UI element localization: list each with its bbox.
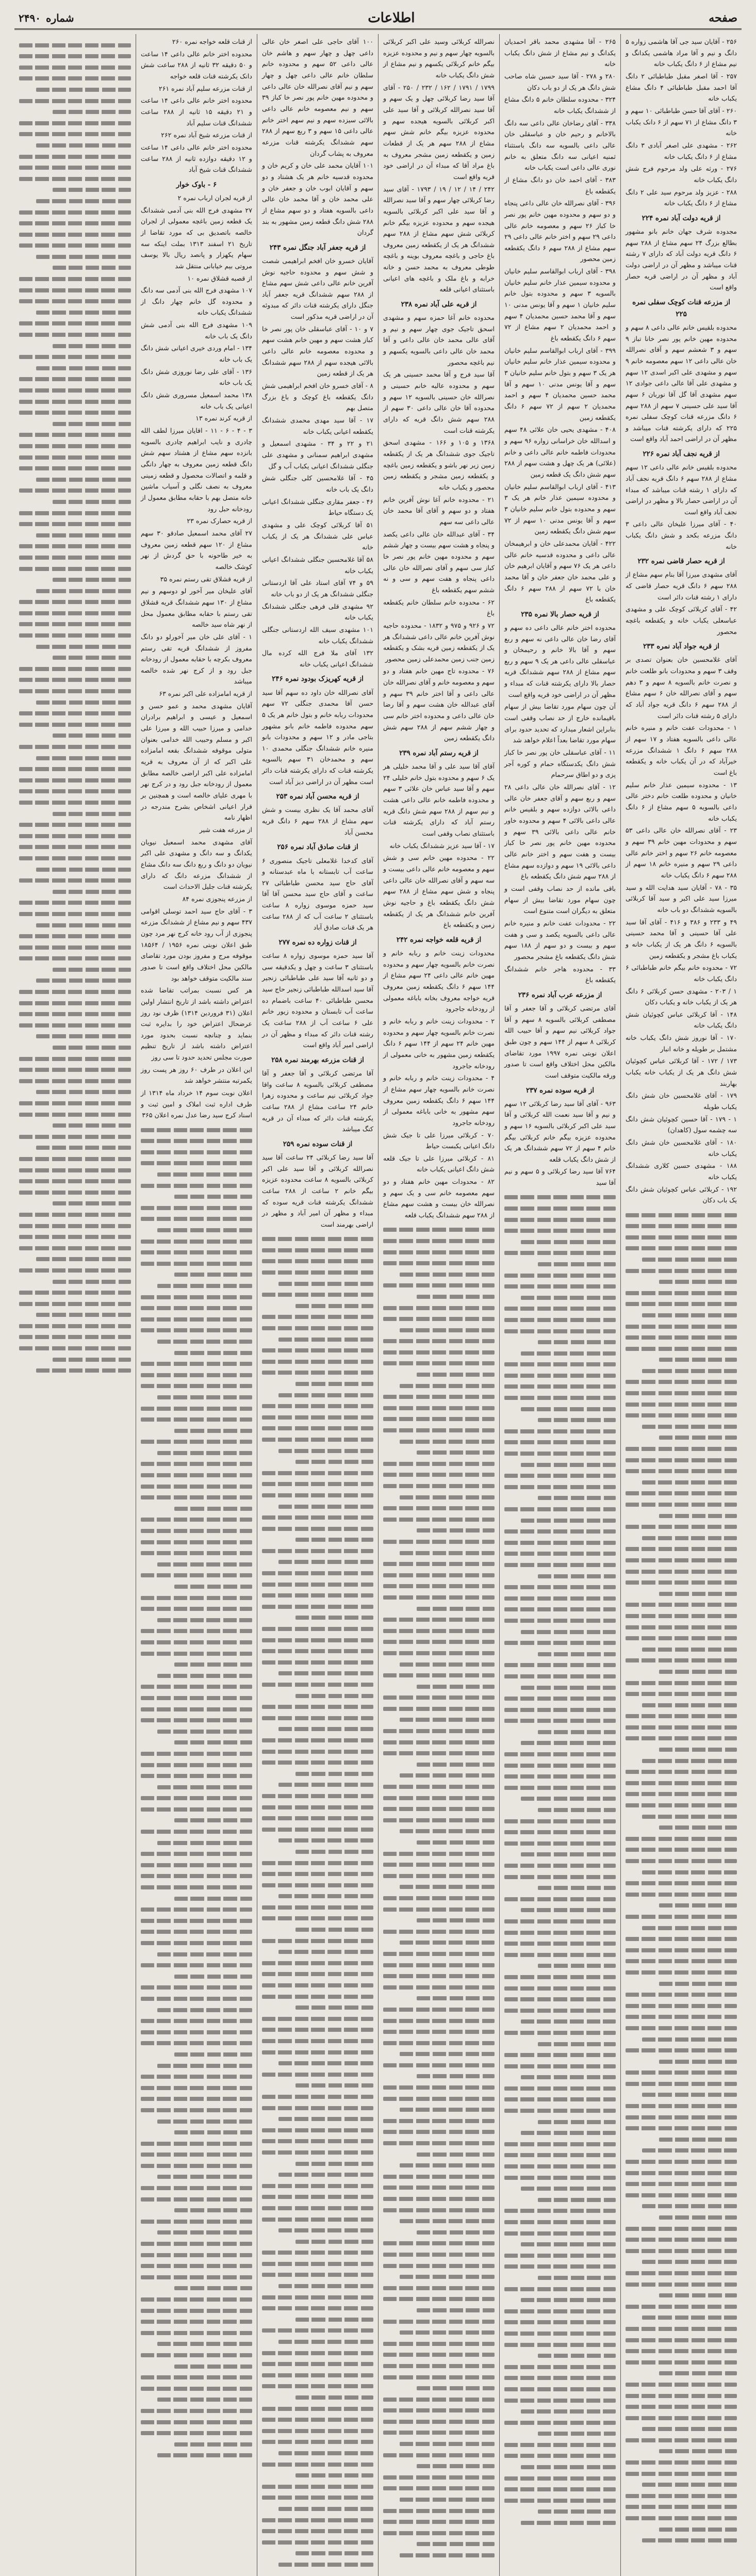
section-heading: از قریه جعفر آباد جنگل نمره ۲۴۳ [269, 243, 366, 252]
registry-entry: محدوده اختر خانم عالی داعی ۱۴ ساعت و ۱۲ دقیقه دوازده ثانیه از ۲۸۸ ساعت ششدانگ قنات شیخ آباد [141, 143, 252, 174]
column-5 [136, 34, 257, 2576]
registry-entry: ۴۲۲ - آقایان محمدعلی خان و ابرهیمخان عالی داعی و محدوده قدسیه خانم عالی داعی هر یک ۷۶ سهم و آقایان ابرهیم خان و علی محمد خان جعفر خان و آقا محمد خان با ۷۲ سهم از ۲۸۸ سهم ۶ دانگ یکقطعه باغ [504, 539, 616, 604]
registry-entry: ۱۷۹ - آقای غلامحسین خان شش دانگ یکباب طویله [626, 1091, 737, 1111]
registry-entry: ۳۹۸ - آقای ارباب ابوالقاسم سلیم خانیان و محدوده سیمین عذار خانم سلیم خانیان بالسویه ۳ سهم و محدوده بتول خانم سلیم خانیان ۱ سهم و آقا یونس مدنی ۱۰ سهم و آقا محمد حسین محمدیان ۴ سهم و احمد محمدیان ۲ سهم مشاع از ۷۲ سهم ۶ دانگ یکقطعه باغ [504, 267, 616, 343]
registry-entry: ۷۶ - محدوده تاج مهین خانم هفتاد و دو سهم و معصومه خانم و آقای نصرالله خان عالی داعی و آقا اختر خانم ۳۹ سهم و آقای عبدالله خان هشت سهم و آقا رضا خان عالی داعی و محدوده اختر خانم سی و چهار ششم سهم از ۲۸۸ سهم شش دانگ یکقطعه زمین [383, 667, 495, 742]
registry-entry: آقایان خسرو خان افخم ابراهیمی شصت و شش سهم و محدوده حاجیه نوش آفرین خانم عالی داعی شش سهم مشاع از ۲۸۸ سهم ششدانگ قریه جعفر آباد جنگل دارای یکرشته قنات دائر که مبدوئه آن در اراضی قریه مذکور است [262, 256, 373, 321]
column-4 [257, 34, 378, 2576]
registry-entry: ۲۷۶ - ورثه علی ولد مرحوم فرج شش دانگ یکباب خانه [626, 165, 737, 184]
section-heading: از قریه کهریزک بودود نمره ۲۴۶ [272, 675, 364, 683]
issue-label: شماره [45, 11, 74, 24]
registry-entry: آقای مشهدی میرزا آقا بنام سهم مشاع از ۲۸۸ سهم ۶ دانگ قریه حصار قاضی که دارای ۱ رشته قنات دائر است [626, 570, 737, 601]
registry-entry: ۱۸۰ - آقای غلامحسین خان شش دانگ یکباب خانه [626, 1138, 737, 1157]
registry-entry: ۲۴۲ / ۱۴ / ۱۲ / ۱۹ / ۱۷۹۳ - آقای سید رضا کربلائی چهار سهم و آقا سید نصرالله و آقا سید علی اکبر کربلائی بالسویه هیجده سهم و محدوده عزیزه بیگم خانم کربلائی شش سهم مشاع از ۲۸۸ سهم ششدانگ هر یک از یکقطعه زمین معروف باغ حاجی و باغچه معروف بوینه و باغچه طوطی معروف به محمد حسن و خانه خرابه و باغ ملک و باغچه های اعیانی باستثنای اعیانی قلعه [383, 185, 495, 294]
registry-entry: ۷۲ و ۹۲۶ و ۹۷۵ و ۱۸۳۲ - محدوده حاجیه نوش آفرین خانم عالی داعی ششدانگ هر یک از یکقطعه زمین قریه بشک و یکقطعه زمین جنب زمین محمدعلی زمین محصور [383, 621, 495, 663]
registry-entry: ۳۳۸ - آقای رضاخان عالی داعی سه دانگ بالاخانم و رحیم خان و عباسقلی خان عالی داعی بالسویه سه دانگ باستثناء ثمنیه اعیانی سه دانگ متعلق به خانم نوری عالی داعی است یکباب خانه [504, 119, 616, 172]
registry-entry: از قریه لجران ارباب نمره ۲ [177, 193, 252, 202]
registry-entry: ۱۳۴ - امام وردی خیری اعیانی شش دانگ یک باب خانه [141, 344, 252, 364]
registry-entry: ۲۶۲ - مشهدی علی اصغر آبادی ۳ دانگ مشاع از ۶ دانگ یکباب خانه [626, 141, 737, 160]
page-label: صفحه [709, 11, 737, 25]
section-heading: از مزرعه قنات کوچک سفلی نمره ۲۲۵ [632, 298, 730, 318]
registry-entry: ۳۹۶ - آقای نصرالله خان عالی داعی پنجاه و دو سهم و محدوده مهین خانم پور نصر خا کباز ۲۶ سهم و معصومه خانم عالی داعی ۲۹ سهم و اختر خانم عالی داعی ۲۹ سهم مشاع از ۲۸۸ سهم ۶ دانگ یکقطعه زمین محصور [504, 199, 616, 263]
column-text-texture [383, 1228, 495, 2557]
registry-entry: ۱۳ - محدوده سیمین عذار خانم سلیم خانیان و محدوده طلعت خانم دختر عالی داعی بالسویه ۵ سهم مشاع از ۶ دانگ یکباب خانه [626, 780, 737, 822]
registry-entry: محدوده اختر خانم عالی داعی ۱۴ ساعت و ۲۱ دقیقه ۱۵ ثانیه از ۲۸۸ ساعت ششدانگ قنات سلیم آباد [141, 96, 252, 127]
issue-number: ۲۴۹۰ [19, 11, 41, 24]
registry-entry: ۲۱ - محدوده خانم آغا نوش آفرین خانم هفتاد و دو سهم و آقای آقا محمد خان عالی داعی سه سهم [383, 495, 495, 526]
registry-entry: ۱۳۶۸ و ۱۰۵ و ۱۶۶ - مشهدی اسحق تاجیک جوی ششدانگ هر یک از یکقطعه زمین زیر نهر باشو و یکقطعه زمین باغچه و یکقطعه زمین مشجر و یکقطعه زمین محصور و یکباب خانه [383, 438, 495, 491]
registry-entry: از قریه قشلاق تقی رستم نمره ۳۵ [160, 575, 252, 583]
column-2 [499, 34, 620, 2576]
registry-entry: مجدوده شرف جهان خانم بانو مشهور بطالع بزرگ ۲۴ سهم مشاع از ۲۸۸ سهم ۶ دانگ قریه دولت آباد که دارای ۷ رشته قنات میباشد و مظهر آن در اراضی دولت آباد و مظهر آن در اراضی قریه حصار واقع است [626, 227, 737, 291]
registry-entry: ۶۲ - محدوده خانم سلطان خانم یکقطعه باغ [383, 598, 495, 617]
registry-entry: ۲۳ - آقای نصرالله خان عالی داعی ۵۳ سهم و محدودات مهین خانم ۳۹ سهم و معصومه خانم ۲۶ سهم و اختر خانم عالی داعی ۲۹ سهم و منیره خانم ۱۸ سهم از ۲۸۸ سهم ۶ دانگ یکباب خانه [626, 826, 737, 879]
registry-entry: هر کس نسبت بمراتب تقاضا شده اعتراض داشته باشد از تاریخ انتشار اولین اعلان (۳۱ فروردین ۱۳۱۴) ظرف نود روز عرضحال اعتراض خود را بدایره ثبت بنماید و چنانچه نسبت بحدود مورد اعتراض داشته باشد از تاریخ تنظیم صورت مجلس تحدید حدود تا سی روز [141, 986, 252, 1062]
registry-entry: ۹۲ مشهدی قلی فرهی جنگلی ششدانگ یکباب خانه [262, 602, 373, 622]
section-heading: از قریه رستم آباد نمره ۲۳۹ [399, 749, 479, 758]
registry-entry: اعلان نوبت سوم ۱۴ خرداد ماه ۱۳۱۴ از طرف اداره ثبت املاک و امین ثبت و اسناد کرج سید رضا عدل نمره اعلان ۳۶۵ [141, 1089, 252, 1119]
registry-entry: آقای مرتضی کربلائی و آقا جعفر و آقا مصطفی کربلائی بالسویه ۸ سهم و آقا جواد کربلائی نیم سهم و آقا حبیب الله کربلائی ۸ سهم از ۱۴۴ سهم و چون طبق اعلان نوبتی نمره ۱۹۹۷ مورد تقاضای مالکین محل اختلاف واقع است تا صدور ورقه مالکیت متوقف است [504, 1004, 616, 1079]
registry-entry: از قصبه قشلاق نمره ۱۰ [187, 274, 252, 282]
column-1 [620, 34, 742, 2576]
registry-entry: نصرالله کربلائی وسید علی اکبر کربلائی بالسویه چهار سهم و نیم و محدوده عزیزه بیگم خانم کربلائی یکسهم و نیم مشاع از شش دانگ یکباب خانه [383, 38, 495, 79]
registry-entry: محدوده خانم آغا حمزه سهم و مشهدی اسحق تاجیک جوی چهار سهم و نیم و آقای عالی محمد خان عالی داعی و آقا محمد خان عالی داعی بالسویه یکسهم و نیم باغچه محصور [383, 314, 495, 366]
registry-entry: ۳۵ - ۷۸ - آقایان سید هدایت الله و سید میرزا سید علی اکبر و سید آقا کربلائی بالسویه ششدانگ دو باب خانه [626, 883, 737, 914]
registry-entry: ۱۰۱ آقایان محمد علی خان و کریم خان و محدوده قدسیه خانم هر یک هشتاد و دو سهم و آقایان ابوب خان و جعفر خان و علی محمد خان و آقا محمد خان عالی داعی بالسویه هفتاد و دو سهم مشاع از ۲۸۸ شش دانگ قطعه زمین مشهور به بند گردان [262, 161, 373, 237]
registry-entry: از مزرعه هفت شیر [199, 826, 252, 834]
registry-entry: آقای علیخان میر آخور لو دوسهم و نیم مشاع از ۱۳۰ سهم ششدانگ قریه قشلاق تقی رستم با حقابه مطابق معمول محل از نهر شاه سید خالصه [141, 587, 252, 629]
registry-entry: ۱ - محدودات عفت خانم و منیره خانم عالی داعی بالسویه هفتاد و ۱۷ سهم از ۲۸۸ سهم ۶ دانگ ۱ ششدانگ مزرعه خیرآباد که در آن یکباب خانه و یکقطعه باغ است [626, 724, 737, 777]
registry-entry: محدوده بلقیس خانم عالی داعی ۸ سهم و محدوده مهین خانم پور نصر خانا تباز ۹ سهم و ۳ شعشم سهم و آقای نصرالله خان عالی داعی ۱۲ سهم معصومه خانم ۹ سهم و مشهدی علی اکبر اسدی ۱۲ سهم و مشهدی علی آقا عالی داعی جوادی ۱۲ سهم مشهدی آقا گل آقا نوربان ۶ سهم آقا سید علی حسینی ۷ سهم از ۲۸۸ سهم ۶ دانگ مزرعه قنات کوچک سفلی نمره ۲۲۵ که دارای یکرشته قنات میباشد و مظهر آن در اراضی احمد آباد واقع است [626, 323, 737, 443]
registry-entry: ۱۳۸ محمد اسمعیل مسروری شش دانگ اعیانی یک باب خانه [141, 391, 252, 410]
registry-entry: آقای آقا سید علی و آقا محمد خلیلی هر یک ۶ سهم و محدوده بتول خانم خلیلی ۲۴ سهم و آقا سید عباس خان علائی ۳ سهم و محدوده فاطمه خانم عالی داعی هشت و نیم سهم از ۲۸۸ سهم شش دانگ قریه رستم آباد که دارای یکرشته قنات باستثنای نصاب وقفی است [383, 762, 495, 838]
registry-entry: ۱۰۰ آقای حاجی علی اصغر خان عالی داعی چهل و چهار سهم و هاشم خان عالی داعی ۵۲ سهم و محدوده خانم سلطان خانم عالی داعی چهل و چهار سهم و نیم آقای نصرالله خان عالی داعی و محدوده مهین خانم پور نصر خا کباز ۳۹ سهم و نیم معصومه خانم عالی داعی بالائی سیزده سهم و نیم سهم اختر خانم عالی داعی ۱۵ سهم و ۳ ربع سهم از ۲۸۸ سهم ششدانگ یکرشته قنات مزرعه معروف به پشاب گردان [262, 38, 373, 157]
registry-entry: ۴۱۳ - آقای ارباب ابوالقاسم سلیم خانیان و محدوده سیمین عذار خانم هر یک ۳ سهم و محدوده بتول خانم سلیم خانیان ۳ سهم و آقا یونس مدنی ۱۰ سهم از ۷۲ سهم شش دانگ یکقطعه زمین [504, 482, 616, 535]
registry-entry: آقا سید فرج و آقا محمد حسینی هر یک سهم و محدوده عالیه خانم حسینی و نصرالله خان حسینی بالسویه ۱۲ سهم و محدوده آقا خان عالی داعی ۳۰ سهم از ۲۸۸ سهم شش دانگ قریه که دارای یکرشته قنات است [383, 370, 495, 434]
section-heading: از قریه حصار بالا نمره ۲۳۵ [521, 610, 599, 618]
column-text-texture [141, 1128, 252, 2458]
registry-entry: ۱ - ۱۷۹ - آقا حسین کچوئیان شش دانگ سه چشمه سول (کاهدان) [626, 1115, 737, 1134]
registry-entry: ۲۸۰ و ۲۷۸ - آقا سید حسین شاه صاحب شش دانگ هر یک از دو باب دکان [504, 72, 616, 91]
section-heading: از قریه حصار قاضی نمره ۲۳۲ [637, 557, 725, 566]
registry-entry: ۵۸ آقا غلامحسین جنگلی ششدانگ اعیانی یکباب خانه [262, 555, 373, 575]
registry-entry: ۱۳۶ - آقای علی رضا نوروزی شش دانگ یک باب خانه [141, 367, 252, 387]
registry-entry: ۲۵۷ - آقا اصغر مقبل طباطبائی ۲ دانگ آقا احمد مقبل طباطبائی ۴ دانگ مشاع یکباب خانه [626, 72, 737, 103]
registry-entry: ۷۲ - محدوده خانم بیگم خانم طباطبائی ۶ دانگ یکباب خانه [626, 964, 737, 983]
registry-entry: ۱۳۲ آقای ملا فرج الله کرده مال ششدانگ اعیانی یکباب خانه [262, 649, 373, 668]
registry-entry: ۱۸۸ - مشهدی حسین کلاری ششدانگ یکباب خانه [626, 1162, 737, 1181]
registry-entry: ۳۴ - آقای عبدالله خان عالی داعی یکصد و پنجاه و هشت سهم بیست و چهار ششم سهم و محدوده مهین خانم پور نصر خا کباز سی سهم و آقای نصرالله خان عالی داعی پنجاه و هفت سهم و سی و نه ششم سهم یکقطعه باغ [383, 530, 495, 594]
section-heading: از قریه جواد آباد نمره ۲۳۳ [643, 642, 719, 651]
registry-entry: ۷۰ - کربلائی میرزا علی تا جیک شش دانگ اعیانی یکبست حیاط [383, 1131, 495, 1150]
newspaper-page [0, 0, 756, 1229]
registry-entry: ۱۷۰ - آقا نوروز شش دانگ یکباب خانه مشتمل بر طویله و خانه انبار [626, 1034, 737, 1053]
registry-entry: ۳ - ۴ - ۶ - ۱۱ - اقایان میرزا لطف الله چادری و نایب ابراهیم چادری بالسویه بانزده سهم مشاع از هشتاد سهم شش دانگ قطعه زمین معروف به چهار دانگی و قلمه و اتصالات محصول و قطعه زمینی معروف به نصف نگلی و آسیاب ماشین خانه متصل بهم با حقابه مطابق معمول از رودخانه حبل رود [141, 427, 253, 513]
column-text-texture [626, 1213, 737, 2543]
section-heading: از قریه محسن آباد نمره ۲۵۳ [276, 792, 359, 801]
registry-entry: ۱۷ - آقا سید مهدی محمدی ششدانگ یکقطعه اعیانی یکباب خانه [262, 416, 373, 435]
registry-entry: ۱۷ - آقا سید عزیز ششدانگ یکباب خانه [389, 841, 495, 850]
registry-entry: ۲۶۰ - آقای آقا حسن طباطبائی ۱۰ سهم و ۳ دانگ مشاع از ۷۱ سهم از ۶ دانک یکباب خانه [626, 106, 737, 137]
registry-entry: ۲۷ مشهدی فرج الله بنی آدمی ششدانگ یک قطعه زمین باغچه معمولی از لجران خالصه باتصدیق بی که مورد تقاضا از تاریخ ۲۱ اسفند ۱۳۱۳ بملت اینکه سه سهام یکهزار و پانصد ریال بالا یوسف مروتی بیم خیابانی منتقل شد [141, 206, 252, 270]
registry-entry: ۴۶ - جعفر مقاری جنگلی ششدانگ اعیانی یک دستگاه حیاط [262, 497, 373, 517]
registry-entry: از قریه کرند نمره ۱۳ [195, 414, 252, 422]
registry-entry: محدوده اختر خانم عالی داعی ده سهم و آقای رضا خان عالی داعی نه سهم و ربع سهم و آقا بالا خانم و رحیمخان و عباسقلی عالی داعی هر یک ۹ سهم و ربع سهم مشاع از ۲۸۸ سهم ششدانگ قریه حصار بالا دارای یکرشته قنات که مبداء و مظهر آن در اراضی خود قریه واقع است [504, 623, 616, 698]
registry-entry: ۱۱ - آقای عباسقلی خان پور نصر خا کباز شش دانگ یکدستگاه حمام و کوره آجر پزی و دو اطاق سرحمام [504, 748, 616, 779]
registry-entry: ۳۸۳ - آقای احمد خان دو دانگ مشاع از یکقطعه باغ [504, 175, 616, 195]
registry-entry: ۲۲ - محدودات عفت خانم و منیره خانم عالی داعی بالسویه یکصد و سی و هفت سهم و بیست و دو سهم از ۱۸۸ سهم شش دانگ یکقطعه باغ مشجر محصور [504, 919, 616, 960]
registry-entry: محدودات زینت خانم و ربابه خانم و نصرت خانم بالسویه چهار سهم و محدوده مهین خانم عالی داعی ۲۴ سهم مشاع از ۱۴۴ سهم ۶ دانگ یکقطعه زمین معروف قریه خواجه معروف بخانه باباغه معمولی از رودخانه جاجرود [383, 949, 495, 1013]
masthead [14, 7, 742, 30]
registry-entry: ۴ - محدودات زینت خانم و ربابه خانم و نصرت خانم بالسویه چهار سهم مشاع از ۱۴۴ سهم ۶ دانگ یکقطعه زمین معروف سهم مشهور به خانی باباغه معمولی از رودخانه جاجرود [383, 1074, 495, 1127]
registry-entry: ۴۵ - آقا غلامحسین کلی جنگلی شش دانگ یک باب خانه [262, 474, 373, 493]
registry-entry: از قنات مزرعه شیخ آباد نمره ۲۶۲ [161, 131, 252, 139]
registry-entry: ۲۷ آقای محمد اسمعیل صادقو ۳۰ سهم مشاع از ۱۲۰ سهم قطعه زمین معروف به خیر طاحونه با حق گردش از نهر کوشک خالصه [141, 529, 253, 570]
registry-entry: از قنات قلعه خواجه نمره ۲۶۰ [172, 38, 252, 45]
registry-entry: محدوده بلقیس خانم عالی داعی ۱۲ سهم مشاع از ۲۸۸ سهم ۶ دانگ قریه نجف آباد که دارای ۱ رشته قنات میباشد که مبداء آن در اراضی حصار بالا و مظهر در اراضی نجف آباد واقع است [626, 463, 737, 516]
registry-entry: ۲ - محدودات زینت خانم و ربابه خانم و نصرت خانم بالسویه چهار سهم و محدوده مهین خانم ۲۴ سهم از ۱۴۴ سهم ۶ دانگ یکقطعه زمین مشهور به خانی معمولی از رودخانه جاجرود [383, 1017, 495, 1070]
registry-entry: ۳۳ - محدوده هاجر خانم ششدانگ یکقطعه باغ [504, 965, 616, 984]
registry-entry: ۳۲۴ - محدوده سلطان خانم ۵ دانگ مشاع از ششدانگ یکباب خانه [504, 95, 616, 115]
registry-entry: ۱۰۹ مشهدی فرج الله بنی آدمی شش دانگ یک باب خانه [141, 321, 252, 340]
section-heading: از قریه علی آباد نمره ۲۳۸ [401, 300, 477, 309]
registry-entry: ۲۲ - محدوده مهین خانم سی و شش سهم و معصومه خانم عالی داعی بیست و سه سهم و آقای نصرالله خان عالی داعی پنجاه و شش سهم مشاع از ۲۸۸ سهم شش دانگ یکقطعه باغ و حاجیه نوش آفرین خانم ششدانگ هر یک از یکقطعه زمین و یکقطعه باغ [383, 854, 495, 929]
registry-entry: ۴۰۸ - مشهدی یحیی خان علائی ۴۸ سهم و اسدالله خان خراسانی زواره ۹۶ سهم و محدودات فاطمه خانم عالی داعی و خانم (علائی) هر یک چهل و هشت سهم از ۲۸۸ سهم شش دانگ یک قطعه زمین [504, 426, 616, 478]
registry-entry: آن چون سهام مورد تقاضا بیش از سهام باقیمانده خارج از حد نصاب وقفی است بنابراین اشعار میدارد که تحدید حدود برای سهام مورد تقاضا بعداً اعلام خواهد شد [504, 703, 616, 744]
registry-entry: آقایان مشهدی محمد و عمو حسن و اسمعیل و عیسی و ابراهیم برادران خدامی و میرزا حبیب الله و میرزا علی اکبر و مسلم وحبیب الله خدامی بعنوان متولی موقوفه ششدانگ بقعه امامزاده علی اکبر که از آن معروف به قریه امامزاده علی اکبر اراضی خالصه مطابق معمول از رودخانه جبل رود و در کرج نهر با مهری علیای خالصه است و همچنین بر قرار اعیانی اشخاص بشرح مندرجه در اظهار نامه [141, 702, 252, 822]
section-heading: از قنات صادق آباد نمره ۲۵۶ [277, 843, 358, 852]
registry-entry: ۱۷۹۹ / ۱۷۹۱ / ۱۶۲ / ۲۳۲ / ۲۵۰ - آقای آقا سید رضا کربلائی چهل و یک سهم و آقا سید نصرالله کربلائی و آقا سید علی اکبر کربلائی بالسویه هیجده سهم و محدوده عزیزه بیگم خانم شش سهم مشاع از ۲۸۸ سهم هر یک از قطعات زمین و یکقطعه زمین مشجر معروف به باغ مراد آقا که مبداء آن در اراضی خود قریه واقع است [383, 83, 495, 181]
registry-entry: ۸۲ - محدودات مهین خانم هفتاد و دو سهم معصومه خانم سی و یک سهم و نصرالله خان بیست و هشت سهم مشاع از ۲۸۸ سهم ششدانگ یکباب قلعه [383, 1178, 495, 1219]
registry-entry: آقا سید حمزه موسوی زواره ۸ ساعت باستثنای ۳ ساعت و چهل و یکدقیقه سی و دو ثانیه آقا سید علی طباطبائی زنجیر آقا سید اسدالله طباطبائی زنجیر حاج سید محسن طباطبائی ۴۰ ساعت باضمام ده ساعت آب تابستان و محدوده زیور خانم علی ۶ ساعت آب از ۲۸۸ ساعت یک رشته قنات دائر که مبداء و مظهر آن در اراضی امیر آباد واقع است [262, 952, 374, 1049]
registry-entry: ۱۴۸ - آقا کربلائی عباس کچوئیان شش دانگ یکباب خانه [626, 1010, 737, 1030]
registry-entry: ۱۷۳ / ۱۷۲ - آقا کربلائی عباس کچوئیان شش دانگ هر یک از یکباب خانه یکباب بهاربند [626, 1057, 737, 1087]
section-heading: ۶ - باوک خوار [176, 180, 217, 189]
registry-entry: ۱ - آقای علی خان میر آخورلو دو دانگ مفروز از ششدانگ قریه تقی رستم معروف بکرچه با حقابه معمول از رودخانه جبل رود و از کرج نهر شده خالصه میباشد [141, 632, 252, 686]
registry-entry: آقای نصرالله خان داود ده سهم آقا سید حسن آقا محمدی جنگلی ۷۲ سهم محدودات ربابه خانم و بتول خانم هر یک ۵ سهم محدوده فاطمه خانم بانو مشهور بتاجی مادر و ۱۲ سهم و محدودات بانو منیره خانم ششدانگ جنگلی محمدی ۱۰ سهم و محمدخان ۳۱ سهم بالسویه یکرشته قنات که دارای یکرشته قنات دائر است مظهر آن در اراضی دیز آباد است [262, 688, 373, 786]
section-heading: از قریه سوده نمره ۲۳۷ [525, 1086, 595, 1095]
registry-entry: آقا مرتضی کربلائی و آقا جعفر و آقا مصطفی کربلائی بالسویه ۸ ساعت واقا جواد کربلائی نیم ساعت و محدوده زهرا خانم ۲۴ ساعت مشاع از ۲۸۸ ساعت یکرشته قنات دائر که مبداء آن در قریه کنگ میباشد [262, 1069, 373, 1133]
registry-entry: ۵۹ و ۷۴ آقای استاد علی آقا اردستانی جنگلی ششدانگ هر یک از دو باب خانه [262, 579, 373, 598]
section-heading: از قنات زواره ده نمره ۲۷۷ [278, 938, 357, 947]
registry-entry: ۷۶۴ آقا سید رضا کربلائی و ۵ سهم و نیم آقا سید [504, 1167, 616, 1187]
column-6 [14, 34, 136, 2576]
registry-entry: از قنات مزرعه سلیم آباد نمره ۲۶۱ [158, 84, 252, 92]
registry-entry: ۲۶۵ - آقا مشهدی محمد باقر احمدیان یکدانگ و نیم مشاع از شش دانگ یکباب خانه [504, 38, 616, 68]
section-heading: از قنات سوده نمره ۲۵۹ [283, 1140, 353, 1149]
registry-entry: ۱۲ - آقای نصرالله خان عالی داعی ۲۸ سهم و ربع سهم و آقای جعفر خان عالی داعی بالائی دوازده سهم و بلقیس خانم عالی داعی بالائی ۴ سهم و محدوده خاور خانم عالی داعی بالائی ۳۹ سهم و محدوده مهین خانم پور نصر خا کباز بیست و هفت سهم و اختر خانم عالی داعی بالائی ۱۹ سهم و دوازده سهم مشاع از ۲۸۸ سهم شش دانگ یکقطعه باغ [504, 783, 616, 881]
registry-entry: ۱۹۲ - کربلائی عباس کچوئیان شش دانگ یک باب دکان [626, 1185, 737, 1204]
registry-entry: آقای مشهدی محمد اسمعیل نیویان یکدانگ و سه دانگ و مشهدی علی اکبر نیویان دو دانگ و ربع دانگ سه دانگ مشاع از ششدانگ مزرعه دانگ که دارای یکرشته قنات جلیل الاحداث است [141, 838, 252, 891]
section-heading: از قریه قلعه خواجه نمره ۲۴۲ [396, 935, 482, 944]
section-heading: از مزرعه عرب آباد نمره ۲۳۶ [518, 990, 602, 999]
registry-entry: ۱۰۱ مشهدی سیف الله اردستانی جنگلی ششدانگ یکباب خانه [262, 625, 373, 645]
registry-entry: از قریه حصارک نمره ۲۳ [187, 517, 252, 525]
registry-entry: آقای غلامحسین خان بعنوان تصدی بر وقف ۳ سهم و محدودات بانو طلعت خانم و نصرت خانم بالسویه ۸ سهم و ۳ دهم سهم و آقای نصرالله خان ۶ سهم مشاع از ۲۸۸ سهم ۶ دانگ قریه جواد آباد که دارای ۵ رشته قنات دائر است [626, 656, 737, 720]
text-columns [14, 34, 742, 1229]
column-text-texture [19, 43, 131, 1373]
registry-entry: ۷ و ۱۰ - آقای عباسقلی خان پور نصر خا کباز هشت سهم و مهین خانم هشت سهم و محدوده معصومه خانم عالی داعی بالائی هیجده سهم از ۲۸۸ سهم ششدانگ هر یک از قطعه زمین [262, 324, 374, 378]
section-heading: از قنات مزرعه بهرمند نمره ۲۵۸ [271, 1056, 364, 1065]
newspaper-title: اطلاعات [368, 10, 415, 26]
registry-entry: ۱۰۷ مشهدی فرج الله بنی آدمی سه دانگ و محدوده گل خانم چهار دانگ از ششدانگ یکباب خانه [141, 286, 252, 317]
section-heading: از قریه دولت آباد نمره ۲۲۴ [642, 214, 721, 222]
registry-entry: آقای محمد آقا یک نظری بیست و شش سهم مشاع از ۲۸۸ سهم ۶ دانگ قریه محسن آباد [262, 806, 373, 836]
column-3 [378, 34, 499, 2576]
registry-entry: ۱ / ۲۰۳ - مشهدی حسن کربلائی ۶ دانگ هر یک از یکباب خانه و یکباب دکان [626, 987, 737, 1006]
registry-entry: ۲۵۶ - آقایان سید جی آقا هاشمی زواره ۵ دانگ و نیم و آقا مراد هاشمی یکدانگ و نیم مشاع از ۶ دانگ یکباب خانه [626, 38, 737, 68]
registry-entry: ۴۹ و ۲۳۳ و ۳۸۶ و ۴۱۶ - آقای آقا سید علی آقا حسینی و آقا محمد حسینی بالسویه ۶ دانگ هر یک از یکباب خانه و یکباب باغ مشجر و یکقطعه زمین [626, 918, 737, 959]
registry-entry: آقا سید رضا کربلائی ۲۴ ساعت آقا سید نصرالله کربلائی و آقا سید علی اکبر کربلائی بالسویه ۸ ساعت محدوده عزیزه بیگم خانم ۲ ساعت از ۲۸۸ ساعت ششدانگ یکرشته قنات قریه سوده که مبداء و مظهر آن امیر آباد و مظهر در اراضی بهرمند است [262, 1153, 373, 1229]
registry-entry: ۲۸۸ - عزیز ولد مرحوم سید علی ۲ دانگ مشاع از ۶ دانگ یکباب خانه [626, 188, 737, 207]
registry-entry: ۴۰ - آقای میرزا علیخان عالی داعی ۳ دانگ مزرعه بکحد و شش دانگ یکباب خانه [626, 520, 737, 550]
registry-entry: ۸۱ - کربلائی میرزا علی تا جیک قلعه شش دانگ اعیانی یکباب خانه [383, 1154, 495, 1173]
registry-entry: محدوده اختر خانم عالی داعی ۱۴ ساعت و ۵۰ دقیقه ۳۲ ثانیه از ۲۸۸ ساعت شش دانک یکرشته قنات قلعه خواجه [141, 50, 253, 80]
column-text-texture [262, 1237, 373, 2567]
registry-entry: باقی مانده از حد نصاب وقفی است و چون سهام مورد تقاضا بیش از سهام متعلق به دیگران است متنوع است [504, 884, 616, 915]
registry-entry: آقای کدخدا غلامعلی تاجیک منصوری ۶ ساعت آب تابستانه با ماه عبدستانه و آقای حاج سید محسن طباطبائی ۲۷ ساعت و آقای حاج سید محسن آقا آقا سید حمزه موسوی زواره ۸ ساعت باستثنای ۲ ساعت آب که از ۲۸۸ ساعت هر یک قنات صادق آباد [262, 856, 373, 932]
registry-entry: ۹۶۳ - آقای آقا سید رضا کربلائی ۱۲ سهم و نیم و آقا سید نعمت الله کربلائی و آقا سید علی اکبر کربلائی بالسویه ۱۶ سهم و محدوده عزیزه بیگم خانم کربلائی بیگم خانم ۴ سهم از ۷۲ سهم ششدانگ هر یک از شش دانگ یکباب قلعه [504, 1099, 616, 1163]
registry-entry: ۳ - آقای حاج سید احمد توسلی اقوامی ۴۳۷ سهم و نیم مشاع از ششدانگ مزرعه پنجوزی از آب رود خانه کرج نهر مرد چون طبق اعلان نوبتی نمره ۱۹۵۶ / ۱۸۵۶۴ موقوفه مرج و مفروز بودن مورد تقاضای مالکین محل اختلاف واقع است تا صدور سند مالکیت متوقف خواهد بود [141, 907, 252, 982]
registry-entry: ۸ - آقای خسرو خان افخم ابراهیمی شش دانگ یکقطعه باغ کوچک و باغ بزرگ متصل بهم [262, 382, 373, 412]
registry-entry: ۳۹۹ - آقای ارباب ابوالقاسم سلیم خانیان و محدوده سیمین عذار خانم سلیم خانیان هر یک ۳ سهم و بتول خانم سلیم خانیان ۳ سهم و آقا یونس مدنی ۱۰ سهم و آقا محمد حسین محمدیان ۴ سهم و احمد محمدیان ۲ سهم از ۷۲ سهم ۶ دانگ یکقطعه زمین [504, 346, 616, 421]
registry-entry: از مزرعه پنجوزی نمره ۸۴ [182, 894, 252, 903]
registry-entry: ۲۱ و ۲۲ و ۳۴ - مشهدی اسمعیل و مشهدی ابراهیم سمنانی و مشهدی علی جنگلی ششدانگ اعیانی یکباب آب و گل [262, 439, 373, 470]
registry-entry: این اعلان در طرف ۶۰ روز هر پست روز یکمرتبه منتشر خواهد شد [141, 1065, 252, 1085]
registry-entry: از قریه امامزاده علی اکبر نمره ۶۳ [159, 690, 252, 698]
registry-entry: ۵۱ آقا کربلائی کوچک علی و مشهدی عباس علی ششدانگ هر یک از یکباب خانه [262, 520, 373, 551]
column-text-texture [504, 1195, 616, 2525]
registry-entry: ۴۲ - آقای کربلائی کوچک علی و مشهدی عباسعلی یکباب خانه و یکقطعه باغچه محصور [626, 605, 737, 635]
issue-info [19, 12, 74, 24]
section-heading: از قریه نجف آباد نمره ۲۲۶ [643, 450, 720, 459]
